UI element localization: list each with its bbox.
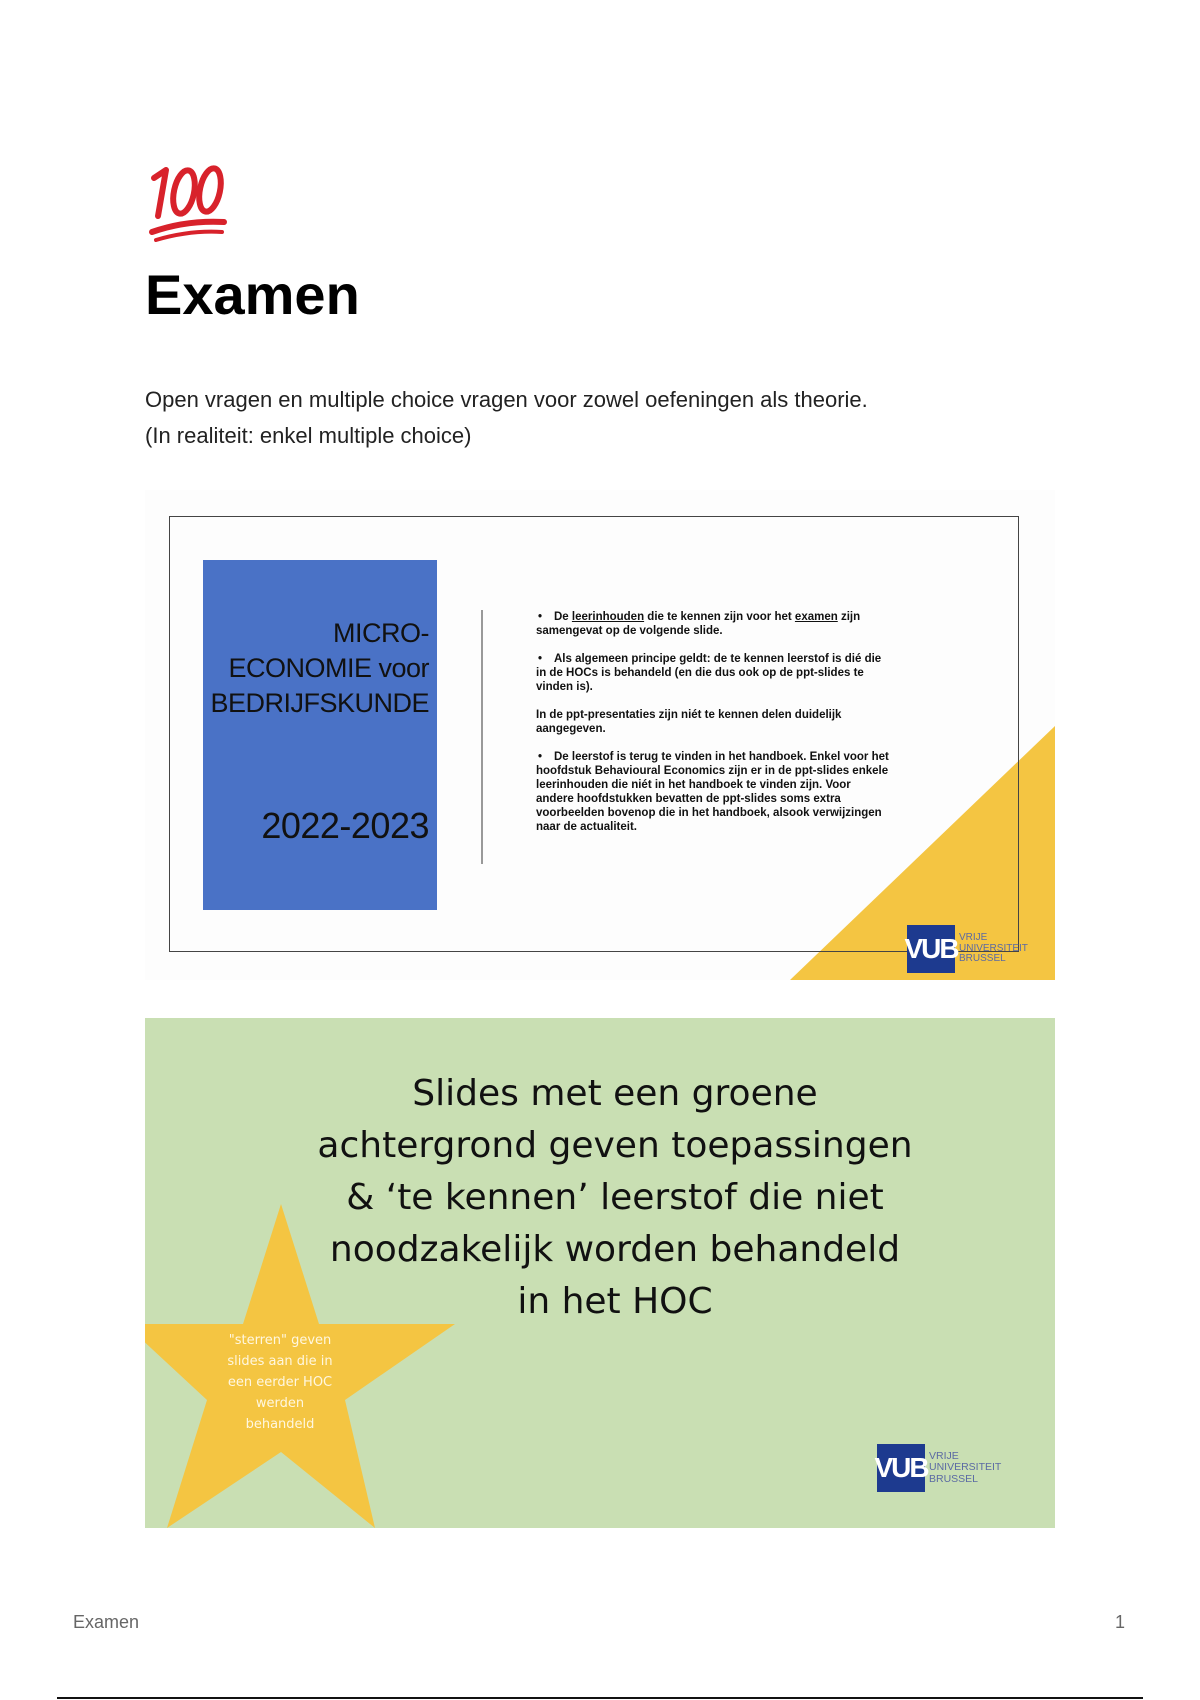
course-title-line: BEDRIJFSKUNDE [210, 688, 429, 718]
footer-title: Examen [73, 1612, 140, 1632]
green-slide-line: achtergrond geven toepassingen [317, 1125, 913, 1166]
course-title-line: ECONOMIE voor [228, 653, 429, 683]
course-title-box [203, 560, 437, 910]
intro-line: (In realiteit: enkel multiple choice) [145, 423, 472, 448]
vub-logo [904, 925, 1028, 973]
page-title: Examen [145, 263, 360, 326]
green-slide-line: noodzakelijk worden behandeld [329, 1229, 901, 1270]
intro-text [145, 382, 1105, 454]
star-caption: "sterren" geven slides aan die in een eerder HOC werden behandeld [227, 1333, 333, 1432]
vub-logo-mark: VUB [877, 1444, 925, 1492]
intro-line: Open vragen en multiple choice vragen voor zowel oefeningen als theorie. [145, 387, 868, 412]
slide-paragraph: In de ppt-presentaties zijn niét te kennen delen duidelijk aangegeven. [536, 709, 842, 735]
bullet-item: • De leerinhouden die te kennen zijn voor het examen zijn samengevat op de volgende slide. [536, 610, 891, 638]
bullet-item: • De leerstof is terug te vinden in het handboek. Enkel voor het hoofdstuk Behavioural Economics zijn er in de ppt-slides enkele leerinhouden die niét in het handboek te vinden zijn. Voor andere hoofdstukken bevatten de ppt-slides soms extra voorbeelden bovenop die in het handboek, alsook verwijzingen naar de actualiteit. [536, 750, 891, 834]
bottom-rule [57, 1697, 1143, 1699]
slide-image-green-legend [145, 1018, 1055, 1528]
page-number: 1 [1114, 1612, 1125, 1632]
hundred-points-icon [146, 156, 236, 246]
slide-bullets [536, 610, 891, 848]
vub-logo-words: VRIJE UNIVERSITEIT BRUSSEL [959, 932, 1028, 965]
vub-logo [874, 1444, 1002, 1492]
course-title [209, 616, 429, 721]
bullet-item: • Als algemeen principe geldt: de te kennen leerstof is dié die in de HOCs is behandeld (en die dus ook op de ppt-slides te vinden is). [536, 652, 891, 694]
divider-line [481, 610, 483, 864]
green-slide-line: Slides met een groene [412, 1073, 818, 1114]
vub-logo-words: VRIJE UNIVERSITEIT BRUSSEL [929, 1450, 1002, 1485]
green-slide-line: & ‘te kennen’ leerstof die niet [346, 1177, 884, 1218]
slide-image-course-info [145, 490, 1055, 980]
course-title-line: MICRO- [333, 618, 429, 648]
green-slide-line: in het HOC [517, 1281, 713, 1322]
vub-logo-mark: VUB [907, 925, 955, 973]
academic-year: 2022-2023 [261, 805, 429, 846]
